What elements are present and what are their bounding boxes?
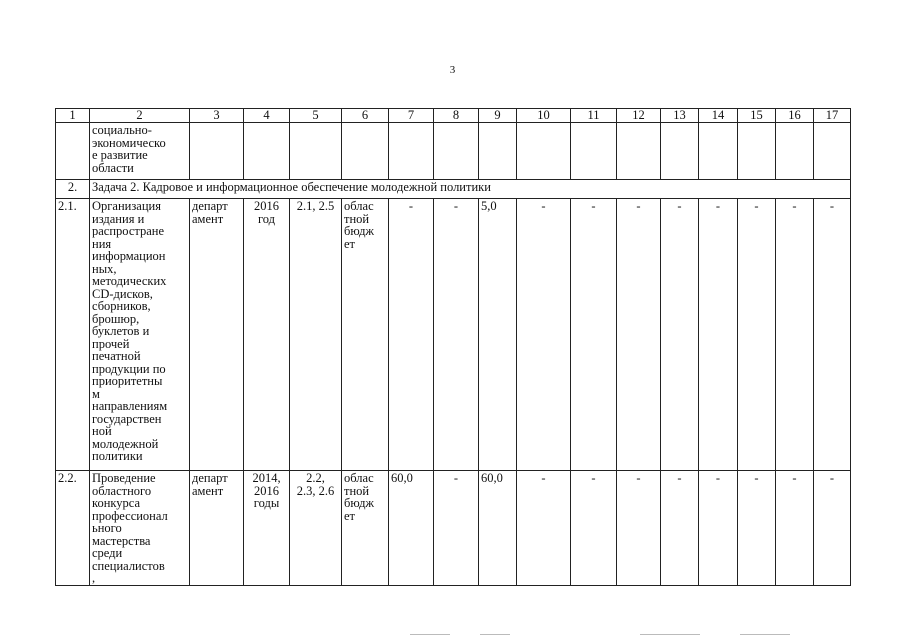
scan-artifact-mark [410, 634, 450, 635]
value-cell: - [776, 199, 814, 471]
executor-cell: департ амент [190, 199, 244, 471]
column-header: 6 [342, 109, 389, 123]
column-header: 2 [90, 109, 190, 123]
empty-cell [517, 123, 571, 180]
row-number: 2.2. [56, 471, 90, 586]
column-header: 9 [479, 109, 517, 123]
page-number: 3 [449, 64, 456, 76]
column-header: 17 [814, 109, 851, 123]
empty-cell [389, 123, 434, 180]
column-header: 12 [617, 109, 661, 123]
value-cell: - [814, 199, 851, 471]
column-header: 14 [699, 109, 738, 123]
value-cell: - [814, 471, 851, 586]
funding-source-cell: облас тной бюдж ет [342, 471, 389, 586]
value-cell: - [738, 199, 776, 471]
empty-cell [738, 123, 776, 180]
column-header: 7 [389, 109, 434, 123]
empty-cell [661, 123, 699, 180]
column-header: 13 [661, 109, 699, 123]
activity-name-cell: Организация издания и распростране ния информацион ных, методических CD-дисков, сборников, брошюр, буклетов и прочей печатной продукции по приоритетны м направлениям государствен ной молодежной политики [90, 199, 190, 471]
empty-cell [479, 123, 517, 180]
value-cell: - [617, 199, 661, 471]
continuation-row [56, 123, 851, 180]
value-cell: - [776, 471, 814, 586]
task-row [56, 180, 851, 199]
column-header: 10 [517, 109, 571, 123]
empty-cell [776, 123, 814, 180]
column-number-header [56, 109, 851, 123]
column-header: 16 [776, 109, 814, 123]
task-title: Задача 2. Кадровое и информационное обеспечение молодежной политики [90, 180, 851, 199]
empty-cell [342, 123, 389, 180]
scan-artifact-mark [740, 634, 790, 635]
indicators-cell: 2.2, 2.3, 2.6 [290, 471, 342, 586]
empty-cell [699, 123, 738, 180]
empty-cell [434, 123, 479, 180]
table-row [56, 199, 851, 471]
column-header: 5 [290, 109, 342, 123]
scan-artifact-mark [640, 634, 700, 635]
indicators-cell: 2.1, 2.5 [290, 199, 342, 471]
empty-cell [290, 123, 342, 180]
value-cell: - [517, 199, 571, 471]
empty-cell [814, 123, 851, 180]
value-cell: - [617, 471, 661, 586]
value-cell: - [661, 471, 699, 586]
task-number: 2. [56, 180, 90, 199]
table-row [56, 471, 851, 586]
row-number: 2.1. [56, 199, 90, 471]
period-cell: 2014, 2016 годы [244, 471, 290, 586]
value-cell: 60,0 [389, 471, 434, 586]
empty-cell [617, 123, 661, 180]
period-cell: 2016 год [244, 199, 290, 471]
scan-artifact-mark [480, 634, 510, 635]
value-cell: - [571, 199, 617, 471]
value-cell: - [571, 471, 617, 586]
value-cell: 60,0 [479, 471, 517, 586]
funding-source-cell: облас тной бюдж ет [342, 199, 389, 471]
value-cell: - [434, 199, 479, 471]
empty-cell [190, 123, 244, 180]
empty-cell [56, 123, 90, 180]
value-cell: - [389, 199, 434, 471]
value-cell: - [699, 471, 738, 586]
value-cell: - [517, 471, 571, 586]
column-header: 3 [190, 109, 244, 123]
value-cell: - [738, 471, 776, 586]
column-header: 8 [434, 109, 479, 123]
column-header: 15 [738, 109, 776, 123]
column-header: 1 [56, 109, 90, 123]
activity-name-cell: Проведение областного конкурса профессионал ьного мастерства среди специалистов , [90, 471, 190, 586]
value-cell: - [434, 471, 479, 586]
empty-cell [571, 123, 617, 180]
activity-name-cell: социально- экономическо е развитие области [90, 123, 190, 180]
column-header: 11 [571, 109, 617, 123]
empty-cell [244, 123, 290, 180]
value-cell: - [661, 199, 699, 471]
column-header: 4 [244, 109, 290, 123]
value-cell: - [699, 199, 738, 471]
scan-artifact [0, 628, 905, 640]
executor-cell: департ амент [190, 471, 244, 586]
value-cell: 5,0 [479, 199, 517, 471]
program-activities-table [55, 108, 851, 586]
